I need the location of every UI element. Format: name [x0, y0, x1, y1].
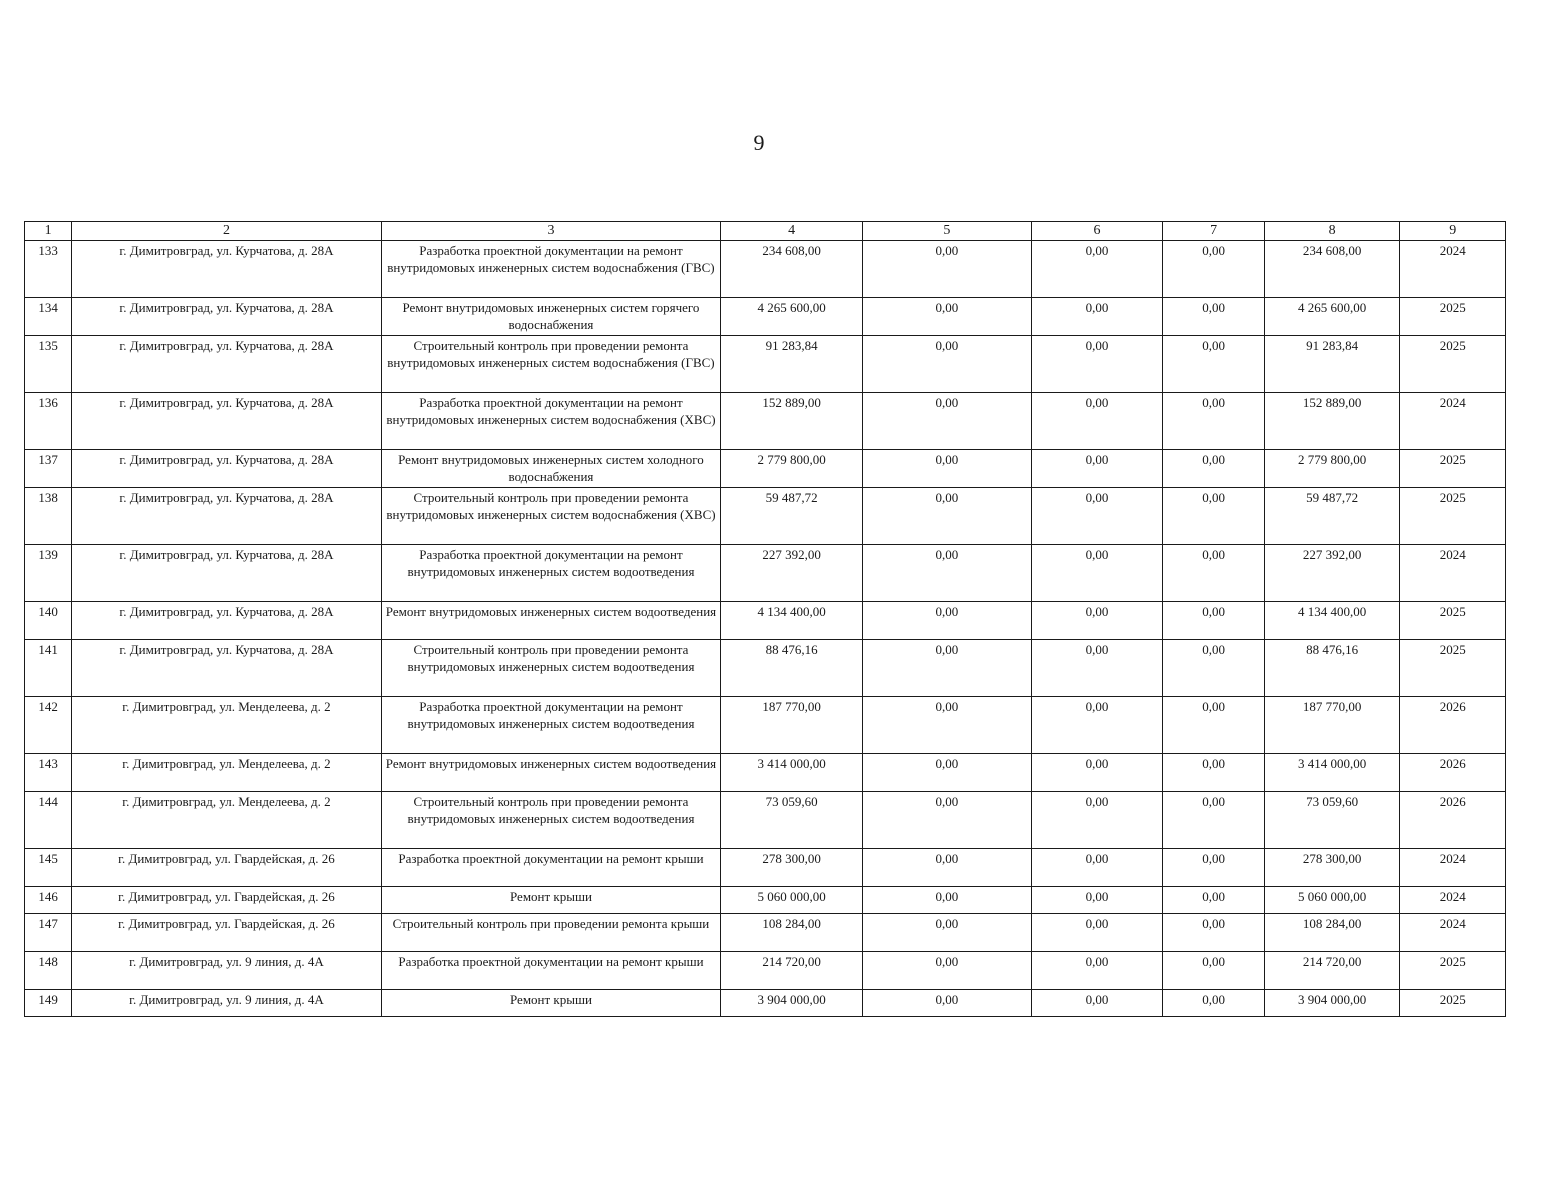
row-number-cell: 140	[25, 602, 72, 640]
amount-total-cell: 91 283,84	[721, 336, 863, 393]
amount-col8-cell: 187 770,00	[1264, 697, 1400, 754]
address-cell: г. Димитровград, ул. Менделеева, д. 2	[72, 754, 381, 792]
amount-col6-cell: 0,00	[1031, 602, 1163, 640]
amount-col5-cell: 0,00	[862, 488, 1031, 545]
work-description-cell: Строительный контроль при проведении ремонта внутридомовых инженерных систем водоотведения	[381, 640, 721, 697]
amount-col8-cell: 108 284,00	[1264, 914, 1400, 952]
row-number-cell: 135	[25, 336, 72, 393]
row-number-cell: 137	[25, 450, 72, 488]
row-number-cell: 143	[25, 754, 72, 792]
amount-col6-cell: 0,00	[1031, 887, 1163, 914]
amount-col8-cell: 227 392,00	[1264, 545, 1400, 602]
work-description-cell: Ремонт внутридомовых инженерных систем горячего водоснабжения	[381, 298, 721, 336]
year-cell: 2024	[1400, 887, 1506, 914]
column-header: 8	[1264, 222, 1400, 241]
amount-col8-cell: 91 283,84	[1264, 336, 1400, 393]
amount-total-cell: 59 487,72	[721, 488, 863, 545]
row-number-cell: 144	[25, 792, 72, 849]
table-body	[25, 241, 1506, 1017]
column-header: 3	[381, 222, 721, 241]
table-row	[25, 887, 1506, 914]
table-row	[25, 792, 1506, 849]
row-number-cell: 139	[25, 545, 72, 602]
year-cell: 2026	[1400, 754, 1506, 792]
amount-col5-cell: 0,00	[862, 298, 1031, 336]
year-cell: 2025	[1400, 990, 1506, 1017]
row-number-cell: 147	[25, 914, 72, 952]
year-cell: 2024	[1400, 849, 1506, 887]
row-number-cell: 138	[25, 488, 72, 545]
amount-col6-cell: 0,00	[1031, 241, 1163, 298]
year-cell: 2025	[1400, 298, 1506, 336]
amount-col8-cell: 73 059,60	[1264, 792, 1400, 849]
amount-col6-cell: 0,00	[1031, 849, 1163, 887]
amount-col7-cell: 0,00	[1163, 914, 1264, 952]
amount-col5-cell: 0,00	[862, 849, 1031, 887]
amount-col8-cell: 152 889,00	[1264, 393, 1400, 450]
table-row	[25, 393, 1506, 450]
amount-col6-cell: 0,00	[1031, 952, 1163, 990]
work-description-cell: Разработка проектной документации на ремонт внутридомовых инженерных систем водоотведения	[381, 697, 721, 754]
amount-col5-cell: 0,00	[862, 450, 1031, 488]
amount-col7-cell: 0,00	[1163, 450, 1264, 488]
amount-col7-cell: 0,00	[1163, 849, 1264, 887]
amount-total-cell: 214 720,00	[721, 952, 863, 990]
amount-col7-cell: 0,00	[1163, 640, 1264, 697]
address-cell: г. Димитровград, ул. Гвардейская, д. 26	[72, 914, 381, 952]
year-cell: 2025	[1400, 602, 1506, 640]
amount-col7-cell: 0,00	[1163, 393, 1264, 450]
address-cell: г. Димитровград, ул. Курчатова, д. 28А	[72, 241, 381, 298]
amount-col7-cell: 0,00	[1163, 602, 1264, 640]
amount-col5-cell: 0,00	[862, 697, 1031, 754]
amount-col6-cell: 0,00	[1031, 792, 1163, 849]
amount-col6-cell: 0,00	[1031, 754, 1163, 792]
amount-col5-cell: 0,00	[862, 640, 1031, 697]
table-row	[25, 640, 1506, 697]
row-number-cell: 145	[25, 849, 72, 887]
year-cell: 2024	[1400, 545, 1506, 602]
row-number-cell: 141	[25, 640, 72, 697]
row-number-cell: 146	[25, 887, 72, 914]
row-number-cell: 148	[25, 952, 72, 990]
amount-col8-cell: 5 060 000,00	[1264, 887, 1400, 914]
amount-total-cell: 4 134 400,00	[721, 602, 863, 640]
table-row	[25, 241, 1506, 298]
amount-total-cell: 187 770,00	[721, 697, 863, 754]
year-cell: 2026	[1400, 697, 1506, 754]
year-cell: 2025	[1400, 640, 1506, 697]
address-cell: г. Димитровград, ул. Гвардейская, д. 26	[72, 849, 381, 887]
amount-total-cell: 108 284,00	[721, 914, 863, 952]
amount-col8-cell: 59 487,72	[1264, 488, 1400, 545]
year-cell: 2024	[1400, 914, 1506, 952]
amount-col8-cell: 234 608,00	[1264, 241, 1400, 298]
amount-col6-cell: 0,00	[1031, 393, 1163, 450]
year-cell: 2024	[1400, 241, 1506, 298]
year-cell: 2025	[1400, 336, 1506, 393]
address-cell: г. Димитровград, ул. Менделеева, д. 2	[72, 792, 381, 849]
amount-col7-cell: 0,00	[1163, 792, 1264, 849]
amount-col8-cell: 278 300,00	[1264, 849, 1400, 887]
work-description-cell: Ремонт крыши	[381, 990, 721, 1017]
column-header: 7	[1163, 222, 1264, 241]
amount-col7-cell: 0,00	[1163, 298, 1264, 336]
amount-col7-cell: 0,00	[1163, 697, 1264, 754]
amount-total-cell: 227 392,00	[721, 545, 863, 602]
amount-col7-cell: 0,00	[1163, 336, 1264, 393]
table-row	[25, 990, 1506, 1017]
amount-col8-cell: 214 720,00	[1264, 952, 1400, 990]
address-cell: г. Димитровград, ул. Курчатова, д. 28А	[72, 640, 381, 697]
column-header: 5	[862, 222, 1031, 241]
work-description-cell: Разработка проектной документации на ремонт внутридомовых инженерных систем водоотведения	[381, 545, 721, 602]
amount-col7-cell: 0,00	[1163, 488, 1264, 545]
row-number-cell: 149	[25, 990, 72, 1017]
amount-total-cell: 2 779 800,00	[721, 450, 863, 488]
table-row	[25, 298, 1506, 336]
amount-col6-cell: 0,00	[1031, 640, 1163, 697]
column-header: 6	[1031, 222, 1163, 241]
amount-col7-cell: 0,00	[1163, 990, 1264, 1017]
address-cell: г. Димитровград, ул. Курчатова, д. 28А	[72, 336, 381, 393]
amount-total-cell: 3 414 000,00	[721, 754, 863, 792]
address-cell: г. Димитровград, ул. Курчатова, д. 28А	[72, 298, 381, 336]
address-cell: г. Димитровград, ул. 9 линия, д. 4А	[72, 952, 381, 990]
year-cell: 2025	[1400, 450, 1506, 488]
work-description-cell: Разработка проектной документации на ремонт крыши	[381, 952, 721, 990]
column-header: 2	[72, 222, 381, 241]
year-cell: 2025	[1400, 952, 1506, 990]
work-description-cell: Ремонт внутридомовых инженерных систем водоотведения	[381, 602, 721, 640]
work-description-cell: Разработка проектной документации на ремонт внутридомовых инженерных систем водоснабжения (ГВС)	[381, 241, 721, 298]
year-cell: 2026	[1400, 792, 1506, 849]
repair-plan-table	[24, 221, 1506, 1017]
amount-col8-cell: 4 265 600,00	[1264, 298, 1400, 336]
address-cell: г. Димитровград, ул. Менделеева, д. 2	[72, 697, 381, 754]
amount-total-cell: 278 300,00	[721, 849, 863, 887]
amount-col8-cell: 88 476,16	[1264, 640, 1400, 697]
amount-col5-cell: 0,00	[862, 754, 1031, 792]
work-description-cell: Строительный контроль при проведении ремонта крыши	[381, 914, 721, 952]
amount-col7-cell: 0,00	[1163, 754, 1264, 792]
table-row	[25, 697, 1506, 754]
work-description-cell: Ремонт внутридомовых инженерных систем холодного водоснабжения	[381, 450, 721, 488]
table-row	[25, 849, 1506, 887]
table-row	[25, 545, 1506, 602]
amount-col5-cell: 0,00	[862, 545, 1031, 602]
amount-col5-cell: 0,00	[862, 336, 1031, 393]
amount-col7-cell: 0,00	[1163, 241, 1264, 298]
work-description-cell: Строительный контроль при проведении ремонта внутридомовых инженерных систем водоснабжения (ХВС)	[381, 488, 721, 545]
year-cell: 2024	[1400, 393, 1506, 450]
amount-col5-cell: 0,00	[862, 914, 1031, 952]
amount-col6-cell: 0,00	[1031, 336, 1163, 393]
amount-total-cell: 234 608,00	[721, 241, 863, 298]
column-header: 4	[721, 222, 863, 241]
row-number-cell: 134	[25, 298, 72, 336]
amount-col6-cell: 0,00	[1031, 545, 1163, 602]
work-description-cell: Строительный контроль при проведении ремонта внутридомовых инженерных систем водоснабжения (ГВС)	[381, 336, 721, 393]
amount-col5-cell: 0,00	[862, 952, 1031, 990]
work-description-cell: Строительный контроль при проведении ремонта внутридомовых инженерных систем водоотведения	[381, 792, 721, 849]
amount-col7-cell: 0,00	[1163, 952, 1264, 990]
amount-col6-cell: 0,00	[1031, 990, 1163, 1017]
amount-total-cell: 88 476,16	[721, 640, 863, 697]
amount-col5-cell: 0,00	[862, 241, 1031, 298]
table-row	[25, 450, 1506, 488]
amount-col8-cell: 4 134 400,00	[1264, 602, 1400, 640]
amount-col6-cell: 0,00	[1031, 697, 1163, 754]
row-number-cell: 133	[25, 241, 72, 298]
table-row	[25, 336, 1506, 393]
address-cell: г. Димитровград, ул. 9 линия, д. 4А	[72, 990, 381, 1017]
address-cell: г. Димитровград, ул. Курчатова, д. 28А	[72, 602, 381, 640]
address-cell: г. Димитровград, ул. Курчатова, д. 28А	[72, 450, 381, 488]
work-description-cell: Разработка проектной документации на ремонт внутридомовых инженерных систем водоснабжения (ХВС)	[381, 393, 721, 450]
amount-col5-cell: 0,00	[862, 887, 1031, 914]
work-description-cell: Ремонт крыши	[381, 887, 721, 914]
address-cell: г. Димитровград, ул. Гвардейская, д. 26	[72, 887, 381, 914]
amount-total-cell: 5 060 000,00	[721, 887, 863, 914]
amount-total-cell: 3 904 000,00	[721, 990, 863, 1017]
column-number-row	[25, 222, 1506, 241]
amount-total-cell: 4 265 600,00	[721, 298, 863, 336]
amount-col7-cell: 0,00	[1163, 887, 1264, 914]
amount-col6-cell: 0,00	[1031, 914, 1163, 952]
amount-total-cell: 152 889,00	[721, 393, 863, 450]
row-number-cell: 136	[25, 393, 72, 450]
page-number: 9	[753, 130, 765, 155]
column-header: 9	[1400, 222, 1506, 241]
amount-col5-cell: 0,00	[862, 602, 1031, 640]
amount-col5-cell: 0,00	[862, 792, 1031, 849]
amount-col8-cell: 3 414 000,00	[1264, 754, 1400, 792]
column-header: 1	[25, 222, 72, 241]
amount-col8-cell: 2 779 800,00	[1264, 450, 1400, 488]
address-cell: г. Димитровград, ул. Курчатова, д. 28А	[72, 393, 381, 450]
year-cell: 2025	[1400, 488, 1506, 545]
amount-col6-cell: 0,00	[1031, 488, 1163, 545]
amount-col5-cell: 0,00	[862, 393, 1031, 450]
amount-col6-cell: 0,00	[1031, 298, 1163, 336]
amount-col8-cell: 3 904 000,00	[1264, 990, 1400, 1017]
table-row	[25, 488, 1506, 545]
table-row	[25, 952, 1506, 990]
row-number-cell: 142	[25, 697, 72, 754]
table-row	[25, 602, 1506, 640]
work-description-cell: Разработка проектной документации на ремонт крыши	[381, 849, 721, 887]
address-cell: г. Димитровград, ул. Курчатова, д. 28А	[72, 488, 381, 545]
amount-col7-cell: 0,00	[1163, 545, 1264, 602]
amount-col6-cell: 0,00	[1031, 450, 1163, 488]
table-row	[25, 914, 1506, 952]
table-row	[25, 754, 1506, 792]
amount-total-cell: 73 059,60	[721, 792, 863, 849]
address-cell: г. Димитровград, ул. Курчатова, д. 28А	[72, 545, 381, 602]
amount-col5-cell: 0,00	[862, 990, 1031, 1017]
work-description-cell: Ремонт внутридомовых инженерных систем водоотведения	[381, 754, 721, 792]
